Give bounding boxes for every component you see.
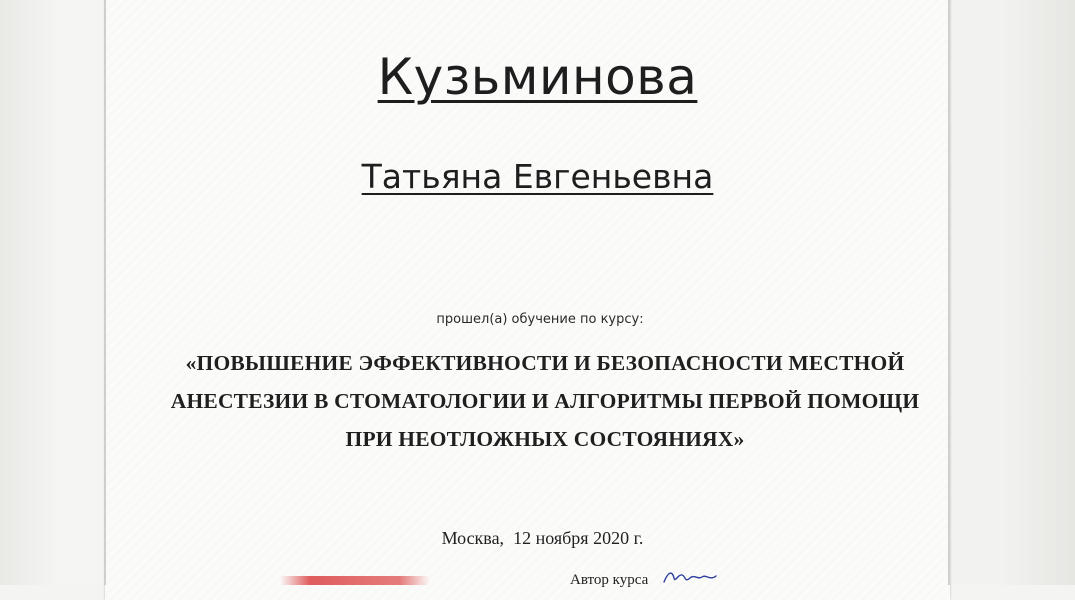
course-author-label: Автор курса [570,572,649,588]
author-signature [660,566,720,585]
recipient-given-names: Татьяна Евгеньевна [361,157,714,196]
recipient-surname: Кузьминова [377,48,698,106]
issue-date: 12 ноября 2020 г. [513,528,644,548]
recipient-given-names-block [0,157,1075,196]
recipient-surname-block [0,48,1075,106]
course-title-line-3: ПРИ НЕОТЛОЖНЫХ СОСТОЯНИЯХ» [345,427,745,451]
place-and-date [0,528,1075,549]
course-title-line-2: АНЕСТЕЗИИ В СТОМАТОЛОГИИ И АЛГОРИТМЫ ПЕРВОЙ ПОМОЩИ [170,389,920,413]
course-title-line-1: «ПОВЫШЕНИЕ ЭФФЕКТИВНОСТИ И БЕЗОПАСНОСТИ МЕСТНОЙ [185,351,905,375]
course-intro-text: прошел(а) обучение по курсу: [436,312,644,327]
course-title [150,344,940,458]
red-stamp-fragment [280,576,430,585]
issue-place: Москва, [441,528,505,548]
